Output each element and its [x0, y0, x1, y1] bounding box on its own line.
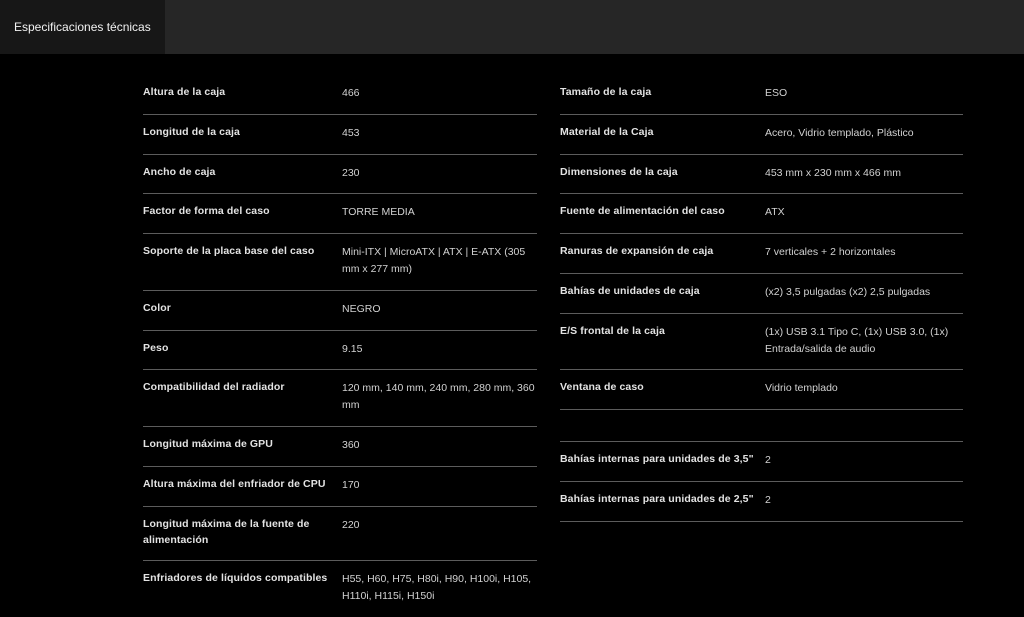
spec-label: Altura de la caja — [143, 86, 226, 98]
spec-value: 453 mm x 230 mm x 466 mm — [765, 166, 901, 179]
spec-value: 466 — [342, 87, 360, 99]
spec-value: ESO — [765, 87, 788, 99]
spec-value: 120 mm, 140 mm, 240 mm, 280 mm, 360 mm — [342, 382, 535, 412]
spec-value: Vidrio templado — [765, 382, 838, 395]
spec-column-right — [560, 75, 963, 522]
spec-row-expansion-slots — [560, 234, 963, 274]
spec-column-left — [143, 75, 537, 617]
spec-label: Factor de forma del caso — [143, 205, 270, 218]
spec-value: 360 — [342, 438, 360, 451]
spec-row-case-size — [560, 75, 963, 115]
tab-label: Especificaciones técnicas — [14, 20, 151, 34]
spec-row-compatible-liquid-coolers — [143, 561, 537, 617]
spec-value: 2 — [765, 454, 771, 467]
spec-row-front-io — [560, 314, 963, 371]
spec-value: 7 verticales + 2 horizontales — [765, 246, 896, 259]
spec-row-radiator-compatibility — [143, 370, 537, 427]
spec-row-weight — [143, 331, 537, 371]
spec-row-case-length — [143, 115, 537, 155]
spec-value: 220 — [342, 518, 360, 531]
spec-label: Ancho de caja — [143, 165, 216, 178]
spec-label: Altura máxima del enfriador de CPU — [143, 477, 326, 490]
spec-label: Soporte de la placa base del caso — [143, 245, 315, 258]
spec-value: 170 — [342, 478, 360, 491]
spec-row-form-factor — [143, 194, 537, 234]
spec-row-empty — [560, 410, 963, 442]
spec-label: Peso — [143, 341, 169, 354]
spec-label: E/S frontal de la caja — [560, 324, 665, 337]
top-bar — [0, 0, 1024, 54]
spec-value: 9.15 — [342, 342, 363, 355]
spec-label: Bahías de unidades de caja — [560, 284, 700, 297]
spec-row-gpu-max-length — [143, 427, 537, 467]
spec-value: NEGRO — [342, 302, 381, 315]
spec-row-drive-bays — [560, 274, 963, 314]
spec-row-internal-bays-35 — [560, 442, 963, 482]
spec-value: 2 — [765, 493, 771, 506]
spec-value: (1x) USB 3.1 Tipo C, (1x) USB 3.0, (1x) Entrada/salida de audio — [765, 325, 949, 355]
spec-row-case-window — [560, 370, 963, 410]
spec-label: Fuente de alimentación del caso — [560, 205, 725, 218]
spec-value: 453 — [342, 126, 360, 139]
spec-label: Ventana de caso — [560, 381, 644, 394]
spec-row-internal-bays-25 — [560, 482, 963, 522]
spec-value: Mini-ITX | MicroATX | ATX | E-ATX (305 mm x 277 mm) — [342, 246, 526, 275]
spec-value: TORRE MEDIA — [342, 206, 415, 219]
spec-row-cpu-cooler-max-height — [143, 467, 537, 507]
spec-label: Longitud de la caja — [143, 125, 240, 138]
spec-row-case-width — [143, 155, 537, 195]
spec-row-case-height — [143, 75, 537, 115]
spec-row-psu-max-length — [143, 507, 537, 562]
spec-label: Longitud máxima de GPU — [143, 437, 273, 450]
spec-label: Tamaño de la caja — [560, 86, 652, 98]
spec-row-case-material — [560, 115, 963, 155]
spec-value — [765, 416, 963, 417]
spec-label: Enfriadores de líquidos compatibles — [143, 572, 328, 585]
spec-value: H55, H60, H75, H80i, H90, H100i, H105, H110i, H115i, H150i — [342, 573, 532, 602]
spec-label: Ranuras de expansión de caja — [560, 245, 714, 258]
spec-label: Color — [143, 301, 171, 314]
spec-label: Bahías internas para unidades de 3,5" — [560, 453, 754, 466]
spec-row-case-dimensions — [560, 155, 963, 195]
spec-label: Longitud máxima de la fuente de alimentación — [143, 517, 310, 546]
spec-label: Dimensiones de la caja — [560, 165, 678, 178]
spec-label: Compatibilidad del radiador — [143, 381, 285, 394]
spec-label: Material de la Caja — [560, 125, 654, 138]
spec-value: ATX — [765, 206, 785, 219]
spec-value: 230 — [342, 166, 360, 179]
spec-row-color — [143, 291, 537, 331]
spec-value: (x2) 3,5 pulgadas (x2) 2,5 pulgadas — [765, 285, 931, 298]
spec-row-motherboard-support — [143, 234, 537, 291]
spec-value: Acero, Vidrio templado, Plástico — [765, 126, 914, 139]
spec-row-case-psu — [560, 194, 963, 234]
tab-especificaciones-tecnicas[interactable] — [0, 0, 165, 54]
spec-label: Bahías internas para unidades de 2,5" — [560, 492, 754, 505]
